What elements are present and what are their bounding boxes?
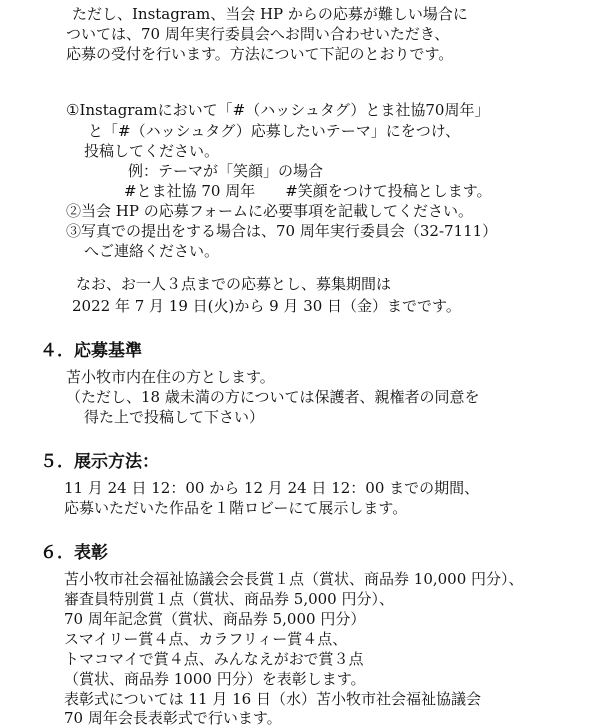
section-6-line: 苫小牧市社会福祉協議会会長賞１点（賞状、商品券 10,000 円分）、 bbox=[64, 570, 524, 588]
step-3-line: ③写真での提出をする場合は、70 周年実行委員会（32-7111） bbox=[66, 222, 498, 240]
example-line: #とま社協 70 周年 #笑顔をつけて投稿とします。 bbox=[124, 182, 492, 200]
section-6-line: 70 周年会長表彰式で行います。 bbox=[64, 709, 282, 727]
section-6-line: 表彰式については 11 月 16 日（水）苫小牧市社会福祉協議会 bbox=[64, 690, 481, 708]
intro-line: ただし、Instagram、当会 HP からの応募が難しい場合に bbox=[72, 5, 468, 23]
intro-line: ついては、70 周年実行委員会へお問い合わせいただき、 bbox=[66, 25, 450, 43]
section-6-line: トマコマイで賞４点、みんなえがおで賞３点 bbox=[64, 650, 364, 668]
section-4-heading: ４．応募基準 bbox=[40, 341, 142, 361]
section-4-line: 苫小牧市内在住の方とします。 bbox=[66, 368, 275, 386]
step-2-line: ②当会 HP の応募フォームに必要事項を記載してください。 bbox=[66, 202, 473, 220]
step-1-line: と「#（ハッシュタグ）応募したいテーマ」にをつけ、 bbox=[88, 122, 461, 140]
section-4-line: 得た上で投稿して下さい） bbox=[84, 408, 265, 426]
section-5-heading: ５．展示方法： bbox=[40, 452, 159, 472]
section-5-line: 応募いただいた作品を１階ロビーにて展示します。 bbox=[64, 499, 408, 517]
step-1-line: ①Instagramにおいて「#（ハッシュタグ）とま社協70周年」 bbox=[66, 101, 490, 119]
step-3-line: へご連絡ください。 bbox=[84, 242, 220, 260]
section-4-line: （ただし、18 歳未満の方については保護者、親権者の同意を bbox=[66, 388, 480, 406]
step-1-line: 投稿してください。 bbox=[84, 142, 220, 160]
section-5-line: 11 月 24 日 12：00 から 12 月 24 日 12：00 までの期間、 bbox=[64, 479, 480, 497]
section-6-line: 審査員特別賞１点（賞状、商品券 5,000 円分）、 bbox=[64, 590, 394, 608]
period-line: 2022 年 7 月 19 日(火)から 9 月 30 日（金）までです。 bbox=[72, 297, 461, 315]
intro-line: 応募の受付を行います。方法について下記のとおりです。 bbox=[66, 45, 454, 63]
section-6-line: （賞状、商品券 1000 円分）を表彰します。 bbox=[64, 670, 366, 688]
section-6-line: スマイリー賞４点、カラフリィー賞４点、 bbox=[64, 630, 348, 648]
example-line: 例：テーマが「笑顔」の場合 bbox=[128, 162, 324, 180]
section-6-line: 70 周年記念賞（賞状、商品券 5,000 円分） bbox=[64, 610, 366, 628]
period-line: なお、お一人３点までの応募とし、募集期間は bbox=[76, 275, 392, 293]
section-6-heading: ６．表彰 bbox=[40, 543, 108, 563]
